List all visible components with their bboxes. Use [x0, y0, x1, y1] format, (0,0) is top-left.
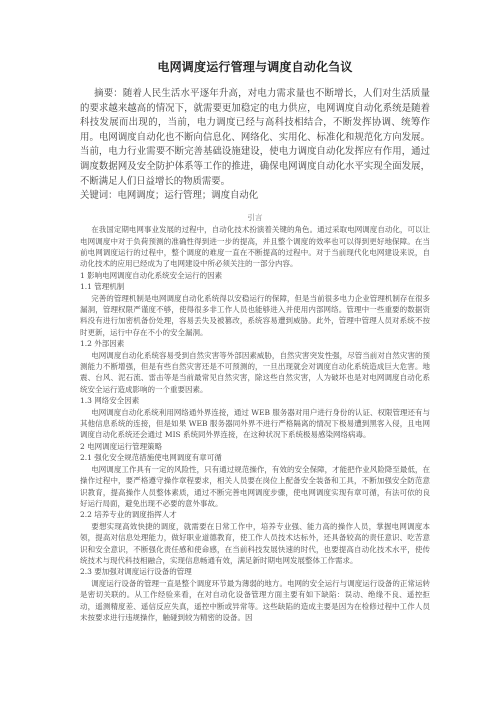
section-heading: 1.1 管理机制 [80, 282, 125, 292]
body-paragraph: 调度运行设备的管理一直是整个调度环节最为薄弱的地方。电网的安全运行与调度运行设备的正常运转是密切关联的。从工作经验来看，在对自动化设备管理方面主要有如下缺陷：误动、绝缘不良、遥控拒动，遥测精度差、遥信反应失真，遥控中断或异常等。这些缺陷的造成主要是因为在检修过程中工作人员未按要求进行违规操作，触碰到较为精密的设备。因 [80, 578, 430, 622]
keywords-line: 关键词：电网调度；运行管理；调度自动化 [80, 190, 259, 202]
body-paragraph: 要想实现高效快捷的调度，就需要在日常工作中，培养专业强、能力高的操作人员，掌握电网调度本领，提高对信息处理能力，做好职业道德教育，使工作人员技术达标外，还具备较高的责任意识、吃苦意识和安全意识，不断强化责任感和使命感，在当前科技发展快速的时代，也要提高自动化技术水平，使传统技术与现代科技相融合，实现信息畅通有效，满足新时期电网发展整体工作需求。 [80, 521, 430, 565]
abstract-text: 摘要：随着人民生活水平逐年升高，对电力需求量也不断增长，人们对生活质量的要求越来越高的情况下，就需要更加稳定的电力供应，电网调度自动化系统是随着科技发展而出现的，当前，电力调度已经与高科技相结合，不断发挥协调、统筹作用。电网调度自动化也不断向信息化、网络化、实用化、标准化和规范化方向发展。当前，电力行业需要不断完善基础设施建设，使电力调度自动化发挥应有作用，通过调度数据网及安全防护体系等工作的推进，确保电网调度自动化水平实现全面发展，不断满足人们日益增长的物质需要。 [80, 88, 430, 187]
section-heading: 2 电网调度运行管理策略 [80, 441, 163, 451]
paragraph-list [80, 224, 430, 623]
body-paragraph: 电网调度自动化系统容易受到自然灾害等外部因素威胁，自然灾害突发性强，尽管当前对自然灾害的预测能力不断增强，但是有些自然灾害还是不可预测的，一旦出现就会对调度自动化系统造成巨大危害。地震、台风、泥石流、雷击等是当前最常见自然灾害，除这些自然灾害，人为破坏也是对电网调度自动化系统安全运行造成影响的一个重要因素。 [80, 350, 430, 394]
body-paragraph: 电网调度工作具有一定的风险性，只有通过规范操作，有效的安全保障，才能把作业风险降至最低，在操作过程中，要严格遵守操作章程要求，相关人员要在岗位上配备安全装备和工具，不断加强安全防范意识教育，提高操作人员整体素质，通过不断完善电网调度步骤，使电网调度实现有章可循，有法可依的良好运行局面，避免出现不必要的意外事故。 [80, 464, 430, 508]
section-heading: 2.3 要加强对调度运行设备的管理 [80, 567, 192, 577]
page-title: 电网调度运行管理与调度自动化刍议 [157, 60, 353, 74]
abstract-block [80, 87, 430, 204]
article-body [80, 212, 430, 624]
body-paragraph: 完善的管理机制是电网调度自动化系统得以安稳运行的保障，但是当前很多电力企业管理机制存在很多漏洞，管理权限严谨度不够，使得很多非工作人员也能够进入并使用内部网络。管理中一些重要的数据资料没有进行加密机备份处理，容易丢失及被篡改，系统容易遭到威胁。此外，管理中管理人员对系统不按时更新，运行中存在不小的安全漏洞。 [80, 293, 430, 337]
section-heading: 2.1 强化安全规范措施使电网调度有章可循 [80, 453, 222, 463]
section-heading: 1.2 外部因素 [80, 339, 125, 349]
section-heading: 2.2 培养专业的调度指挥人才 [80, 510, 177, 520]
body-paragraph: 电网调度自动化系统利用网络通外界连接，通过 WEB 服务器对用户进行身份的认证、权限管理还有与其他信息系统的连接，但是如果 WEB 服务器同外界不进行严格隔离的情况下极易遭到黑客入侵，且电网调度自动化系统还会通过 MIS 系统同外界连接，在这种状况下系统极易感染网络病毒。 [80, 407, 430, 440]
body-paragraph: 在我国定期电网事业发展的过程中，自动化技术扮演着关键的角色。通过采取电网调度自动化，可以让电网调度中对于负荷预测的准确性得到进一步的提高，并且整个调度的效率也可以得到更好地保障。在当前电网调度运行的过程中，整个调度的难度一直在不断提高的过程中。对于当前现代化电网建设来说，自动化技术的应用已经成为了电网建设中所必须关注的一部分内容。 [80, 225, 430, 269]
intro-heading: 引言 [247, 212, 263, 222]
section-heading: 1 影响电网调度自动化系统安全运行的因素 [80, 270, 223, 280]
section-heading: 1.3 网络安全因素 [80, 396, 140, 406]
